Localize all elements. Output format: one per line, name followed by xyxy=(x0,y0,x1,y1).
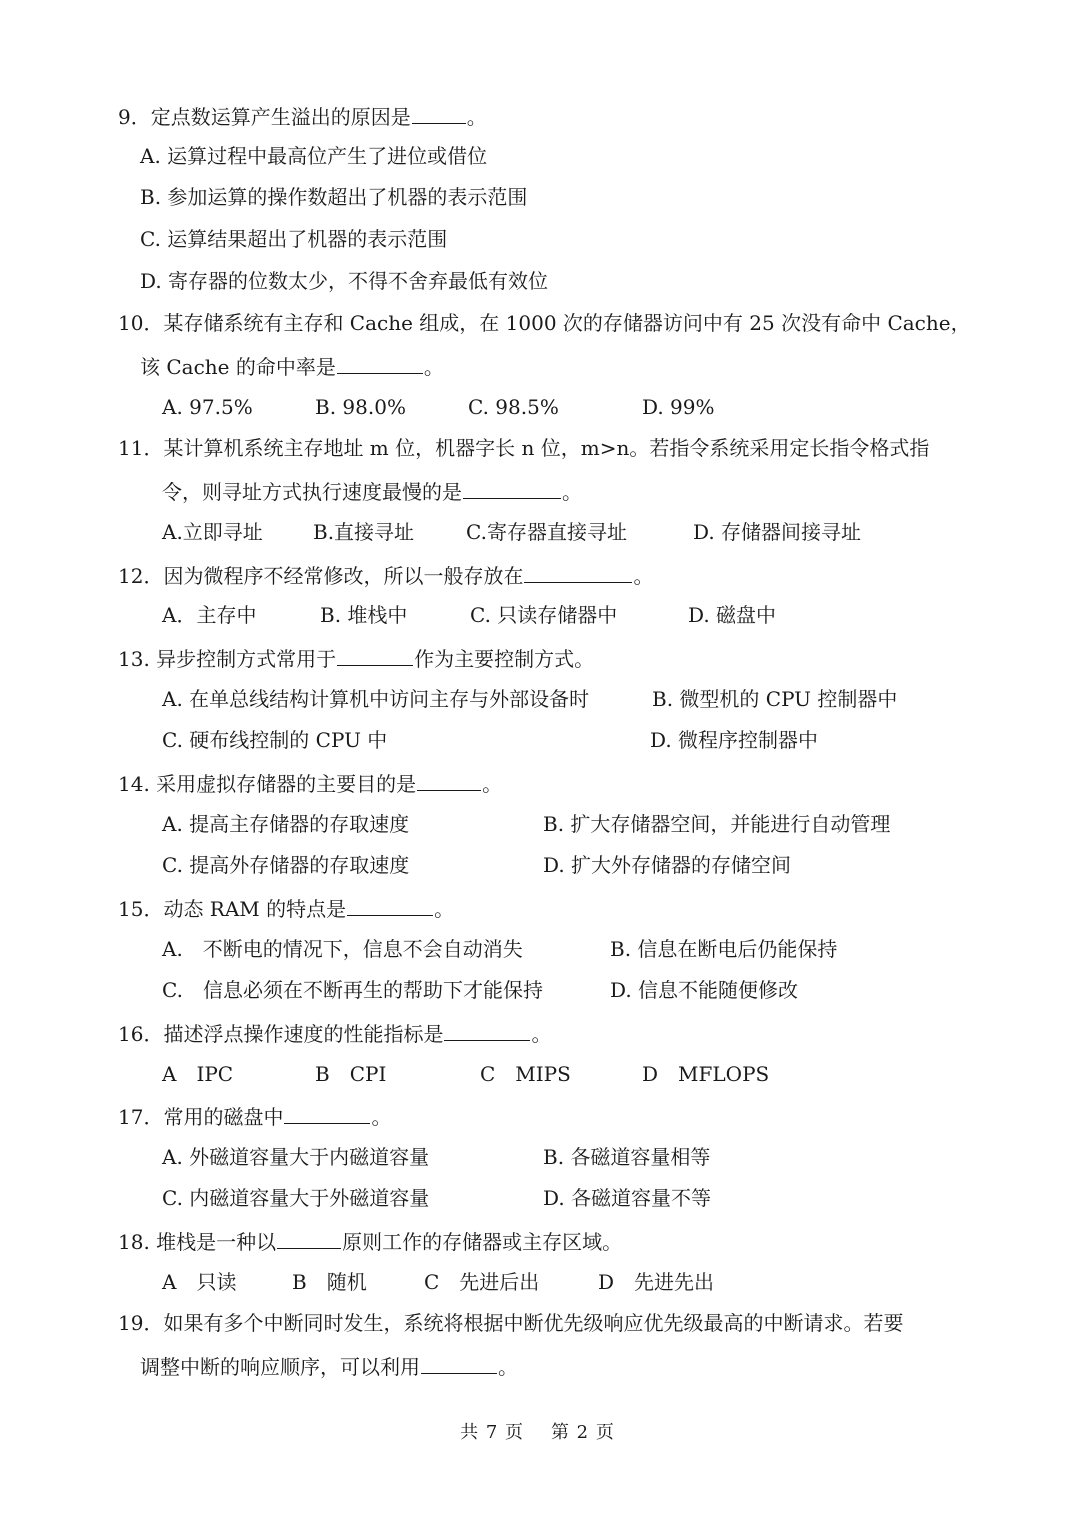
answer-blank xyxy=(421,1351,497,1374)
question-11-stem-cont xyxy=(162,476,582,504)
question-9-stem xyxy=(118,101,487,129)
question-15-text-end: 。 xyxy=(434,897,455,921)
question-12-option-d: D. 磁盘中 xyxy=(688,603,777,627)
question-18-text-end: 原则工作的存储器或主存区域。 xyxy=(342,1230,623,1254)
question-17-option-a: A. 外磁道容量大于内磁道容量 xyxy=(162,1145,430,1169)
question-11-option-a: A.立即寻址 xyxy=(162,520,263,544)
question-11-option-d: D. 存储器间接寻址 xyxy=(693,520,862,544)
question-10-stem: 10．某存储系统有主存和 Cache 组成，在 1000 次的存储器访问中有 25 次没有命中 Cache， xyxy=(118,311,971,335)
question-12-option-a: A．主存中 xyxy=(162,603,257,627)
question-14-text-end: 。 xyxy=(482,772,503,796)
question-14-option-d: D. 扩大外存储器的存储空间 xyxy=(543,853,792,877)
question-10-option-c: C. 98.5% xyxy=(468,395,559,419)
question-12-option-b: B. 堆栈中 xyxy=(320,603,408,627)
question-16-option-d: D MFLOPS xyxy=(642,1062,770,1086)
question-9-option-b: B. 参加运算的操作数超出了机器的表示范围 xyxy=(140,185,528,209)
question-15-option-c: C. 信息必须在不断再生的帮助下才能保持 xyxy=(162,978,543,1002)
question-9-option-c: C. 运算结果超出了机器的表示范围 xyxy=(140,227,448,251)
question-17-stem xyxy=(118,1101,391,1129)
answer-blank xyxy=(337,643,413,666)
question-10-option-d: D. 99% xyxy=(642,395,715,419)
question-17-text: 17．常用的磁盘中 xyxy=(118,1105,284,1129)
question-14-text: 14. 采用虚拟存储器的主要目的是 xyxy=(118,772,417,796)
question-19-stem: 19．如果有多个中断同时发生，系统将根据中断优先级响应优先级最高的中断请求。若要 xyxy=(118,1311,904,1335)
question-16-text: 16．描述浮点操作速度的性能指标是 xyxy=(118,1022,444,1046)
question-15-option-b: B. 信息在断电后仍能保持 xyxy=(610,937,838,961)
answer-blank xyxy=(412,101,466,124)
question-13-option-a: A. 在单总线结构计算机中访问主存与外部设备时 xyxy=(162,687,590,711)
question-17-option-c: C. 内磁道容量大于外磁道容量 xyxy=(162,1186,430,1210)
question-11-stem: 11．某计算机系统主存地址 m 位，机器字长 n 位，m>n。若指令系统采用定长指令格式指 xyxy=(118,436,930,460)
total-pages: 共 7 页 xyxy=(460,1422,525,1443)
question-14-option-b: B. 扩大存储器空间，并能进行自动管理 xyxy=(543,812,891,836)
question-13-text: 13. 异步控制方式常用于 xyxy=(118,647,337,671)
question-14-option-c: C. 提高外存储器的存取速度 xyxy=(162,853,410,877)
question-19-stem-cont xyxy=(140,1351,518,1379)
question-17-text-end: 。 xyxy=(371,1105,392,1129)
question-16-text-end: 。 xyxy=(531,1022,552,1046)
question-13-option-d: D. 微程序控制器中 xyxy=(650,728,819,752)
page-footer xyxy=(0,1418,1075,1444)
question-10-stem-cont xyxy=(140,351,444,379)
question-15-option-a: A. 不断电的情况下，信息不会自动消失 xyxy=(162,937,523,961)
question-12-option-c: C. 只读存储器中 xyxy=(470,603,618,627)
question-10-text: 该 Cache 的命中率是 xyxy=(140,355,336,379)
question-11-text-end: 。 xyxy=(562,480,582,504)
question-9-option-a: A. 运算过程中最高位产生了进位或借位 xyxy=(140,144,488,168)
question-13-text-end: 作为主要控制方式。 xyxy=(414,647,595,671)
question-14-stem xyxy=(118,768,502,796)
question-15-option-d: D. 信息不能随便修改 xyxy=(610,978,799,1002)
question-9-text: 9．定点数运算产生溢出的原因是 xyxy=(118,105,411,129)
question-12-text-end: 。 xyxy=(633,564,654,588)
question-16-option-b: B CPI xyxy=(315,1062,387,1086)
question-18-option-d: D 先进先出 xyxy=(598,1270,715,1294)
question-12-stem xyxy=(118,560,653,588)
question-16-option-a: A IPC xyxy=(162,1062,234,1086)
current-page: 第 2 页 xyxy=(550,1422,615,1443)
question-9-option-d: D. 寄存器的位数太少，不得不舍弃最低有效位 xyxy=(140,269,549,293)
question-13-option-c: C. 硬布线控制的 CPU 中 xyxy=(162,728,388,752)
question-18-option-b: B 随机 xyxy=(292,1270,367,1294)
question-16-option-c: C MIPS xyxy=(480,1062,571,1086)
question-10-option-a: A. 97.5% xyxy=(162,395,253,419)
question-12-text: 12．因为微程序不经常修改，所以一般存放在 xyxy=(118,564,524,588)
question-10-text-end: 。 xyxy=(423,355,444,379)
question-18-stem xyxy=(118,1226,622,1254)
answer-blank xyxy=(524,560,632,583)
answer-blank xyxy=(417,768,481,791)
question-15-text: 15．动态 RAM 的特点是 xyxy=(118,897,347,921)
answer-blank xyxy=(277,1226,341,1249)
question-19-text: 调整中断的响应顺序，可以利用 xyxy=(140,1355,420,1379)
answer-blank xyxy=(463,476,561,499)
question-14-option-a: A. 提高主存储器的存取速度 xyxy=(162,812,410,836)
answer-blank xyxy=(444,1018,530,1041)
question-11-text: 令，则寻址方式执行速度最慢的是 xyxy=(162,480,462,504)
question-17-option-b: B. 各磁道容量相等 xyxy=(543,1145,711,1169)
question-18-text: 18. 堆栈是一种以 xyxy=(118,1230,277,1254)
answer-blank xyxy=(284,1101,370,1124)
question-11-option-c: C.寄存器直接寻址 xyxy=(466,520,627,544)
question-15-stem xyxy=(118,893,454,921)
question-13-stem xyxy=(118,643,594,671)
answer-blank xyxy=(337,351,423,374)
question-13-option-b: B. 微型机的 CPU 控制器中 xyxy=(652,687,898,711)
question-10-option-b: B. 98.0% xyxy=(315,395,406,419)
question-19-text-end: 。 xyxy=(498,1355,518,1379)
question-9-text-end: 。 xyxy=(466,105,487,129)
answer-blank xyxy=(347,893,433,916)
question-17-option-d: D. 各磁道容量不等 xyxy=(543,1186,712,1210)
question-18-option-a: A 只读 xyxy=(162,1270,237,1294)
question-16-stem xyxy=(118,1018,551,1046)
question-18-option-c: C 先进后出 xyxy=(424,1270,540,1294)
question-11-option-b: B.直接寻址 xyxy=(313,520,415,544)
